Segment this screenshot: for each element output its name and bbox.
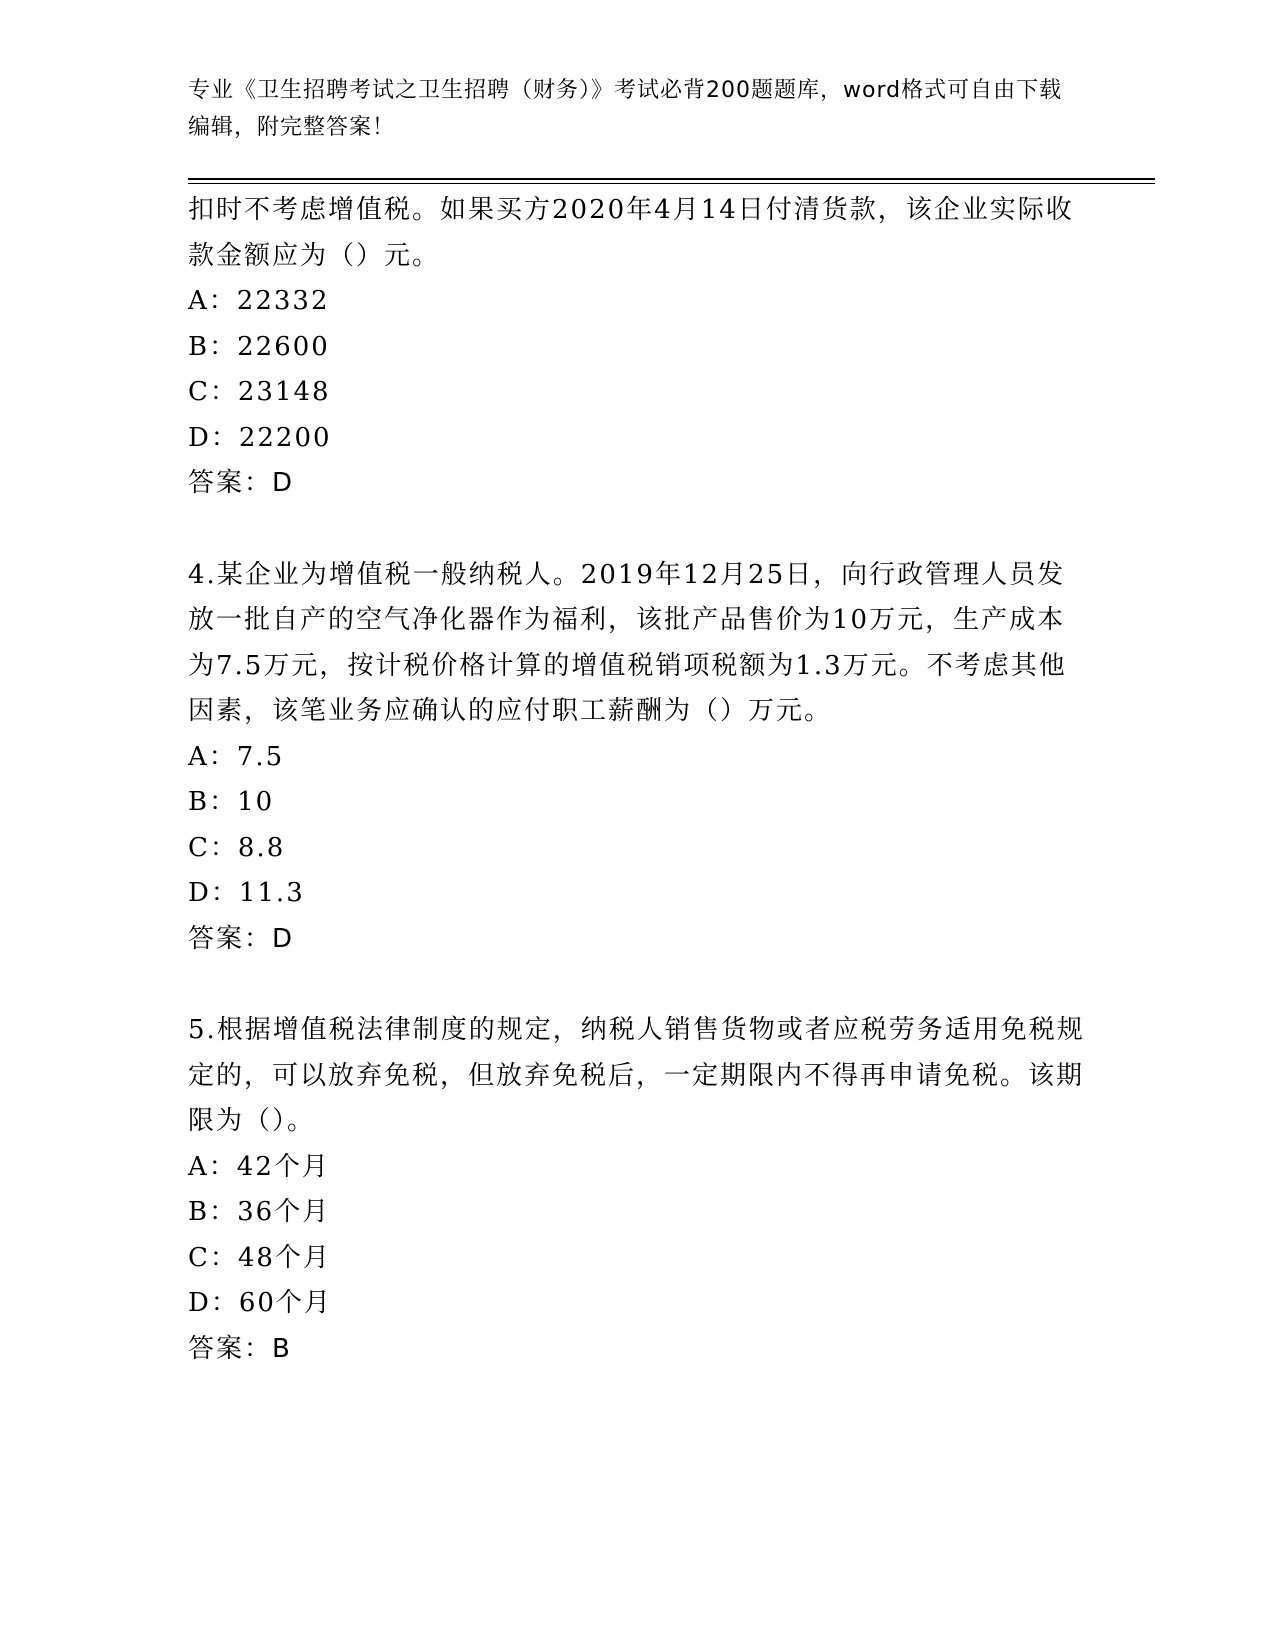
option-d: D：22200 xyxy=(188,422,332,453)
question-3 xyxy=(188,188,1088,507)
option-b: B：22600 xyxy=(188,331,330,362)
document-header: 专业《卫生招聘考试之卫生招聘（财务）》考试必背200题题库，word格式可自由下载编辑，附完整答案！ xyxy=(188,78,1063,140)
option-c: C：23148 xyxy=(188,377,331,407)
option-c: C：8.8 xyxy=(188,832,286,863)
question-text: 扣时不考虑增值税。如果买方2020年4月14日付清货款，该企业实际收款金额应为（）元。 xyxy=(188,195,1074,271)
question-4 xyxy=(188,553,1088,963)
spacer xyxy=(188,962,1088,1008)
question-5 xyxy=(188,1008,1088,1372)
answer: 答案：D xyxy=(188,923,295,954)
answer: 答案：D xyxy=(188,468,295,498)
option-c: C：48个月 xyxy=(188,1242,331,1273)
option-a: A：42个月 xyxy=(188,1151,330,1182)
question-text: 4.某企业为增值税一般纳税人。2019年12月25日，向行政管理人员发放一批自产的空气净化器作为福利，该批产品售价为10万元，生产成本为7.5万元，按计税价格计算的增值税销项税额为1.3万元。不考虑其他因素，该笔业务应确认的应付职工薪酬为（）万元。 xyxy=(188,559,1067,726)
option-d: D：11.3 xyxy=(188,878,305,908)
question-list xyxy=(188,188,1088,1372)
question-text: 5.根据增值税法律制度的规定，纳税人销售货物或者应税劳务适用免税规定的，可以放弃免税，但放弃免税后，一定期限内不得再申请免税。该期限为（）。 xyxy=(188,1015,1085,1136)
header-divider-thin xyxy=(188,183,1155,184)
answer: 答案：B xyxy=(188,1333,292,1364)
spacer xyxy=(188,507,1088,553)
option-a: A：7.5 xyxy=(188,741,285,772)
option-d: D：60个月 xyxy=(188,1288,332,1318)
option-a: A：22332 xyxy=(188,286,330,316)
option-b: B：36个月 xyxy=(188,1197,331,1227)
option-b: B：10 xyxy=(188,787,275,817)
header-divider xyxy=(188,178,1155,180)
